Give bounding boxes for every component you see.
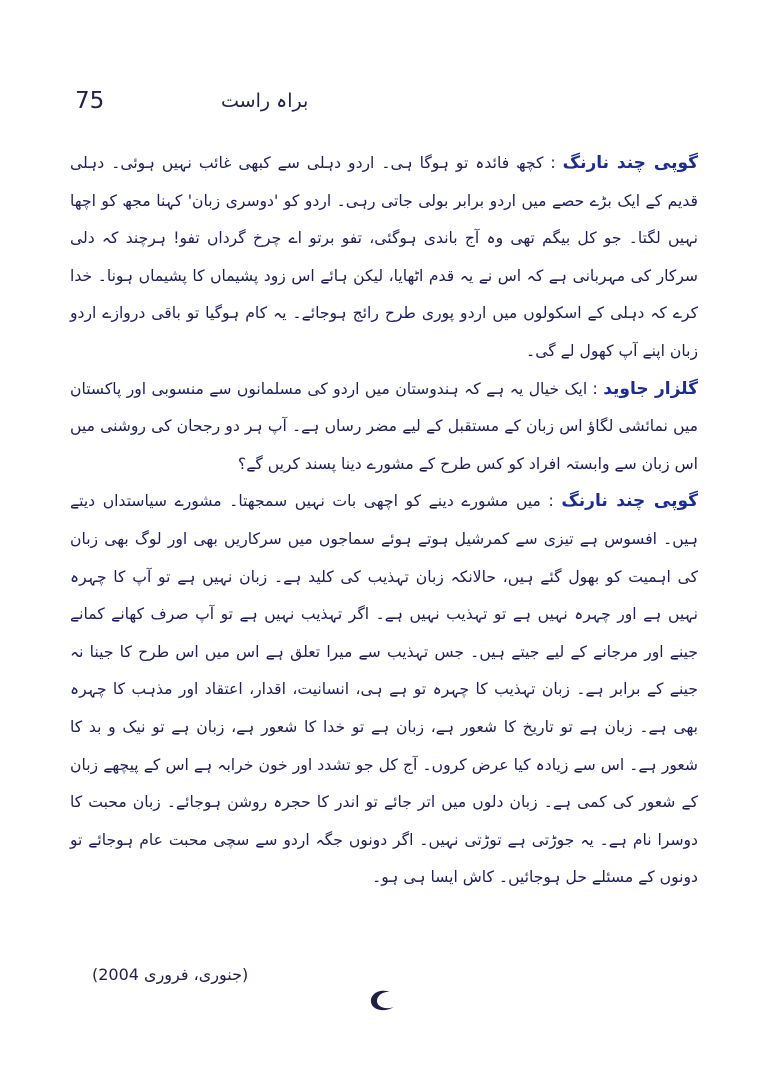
interview-text [70,145,698,897]
running-title: براہ راست [221,90,309,112]
crescent-ornament-icon [366,988,400,1014]
speaker-name: گوپی چند نارنگ [561,491,698,512]
page-header [75,88,764,128]
date-note: (جنوری، فروری 2004) [92,965,249,984]
paragraph-1 [70,145,698,371]
paragraph-text: : ایک خیال یہ ہے کہ ہندوستان میں اردو کی مسلمانوں سے منسوبی اور پاکستان میں نمائشی لگاؤ اس زبان کے مستقبل کے لیے مضر رساں ہے۔ آپ ہر دو رجحان کی روشنی میں اس زبان سے وابستہ افراد کو کس طرح کے مشورے دینا پسند کریں گے؟ [70,379,698,473]
speaker-name: گوپی چند نارنگ [562,153,698,173]
paragraph-text: : میں مشورے دینے کو اچھی بات نہیں سمجھتا۔ مشورے سیاستداں دیتے ہیں۔ افسوس ہے تیزی سے کمرشیل ہوتے ہوئے سماجوں میں سرکاریں بھی اور لوگ بھی زبان کی اہمیت کو بھول گئے ہیں، حالانکہ زبان تہذیب کی کلید ہے۔ زبان نہیں ہے تو آپ کا چہرہ نہیں ہے اور چہرہ نہیں ہے تو تہذیب نہیں ہے۔ اگر تہذیب نہیں ہے تو آپ صرف کھانے کمانے جینے اور مرجانے کے لیے جیتے ہیں۔ جس تہذیب سے میرا تعلق ہے اس میں اس طرح کا جینا نہ جینے کے برابر ہے۔ زبان تہذیب کا چہرہ تو ہے ہی، انسانیت، اقدار، اعتقاد اور مذہب کا چہرہ بھی ہے۔ زبان ہے تو تاریخ کا شعور ہے، زبان ہے تو خدا کا شعور ہے، زبان ہے تو نیک و بد کا شعور ہے۔ اس سے زیادہ کیا عرض کروں۔ آج کل جو تشدد اور خون خرابہ ہے اس کے پیچھے زبان کے شعور کی کمی ہے۔ زبان دلوں میں اتر جائے تو اندر کا حجرہ روشن ہوجائے۔ زبان محبت کا دوسرا نام ہے۔ یہ جوڑتی ہے توڑتی نہیں۔ اگر دونوں جگہ اردو سے سچی محبت عام ہوجائے تو دونوں کے مسئلے حل ہوجائیں۔ کاش ایسا ہی ہو۔ [70,492,698,887]
page-number: 75 [75,88,105,114]
paragraph-3 [70,483,698,897]
speaker-name: گلزار جاوید [603,378,699,399]
paragraph-2 [70,371,698,484]
paragraph-text: : کچھ فائدہ تو ہوگا ہی۔ اردو دہلی سے کبھی غائب نہیں ہوئی۔ دہلی قدیم کے ایک بڑے حصے میں اردو برابر بولی جاتی رہی۔ اردو کو 'دوسری زبان' کہنا مجھ کو اچھا نہیں لگتا۔ جو کل بیگم تھی وہ آج باندی ہوگئی، تفو برتو اے چرخ گرداں تفو! ہرچند کہ دلی سرکار کی مہربانی ہے کہ اس نے یہ قدم اٹھایا، لیکن ہائے اس زود پشیماں کا پشیماں ہونا۔ خدا کرے کہ دہلی کے اسکولوں میں اردو پوری طرح رائج ہوجائے۔ یہ کام ہوگیا تو باقی دروازے اردو زبان اپنے آپ کھول لے گی۔ [70,154,698,360]
